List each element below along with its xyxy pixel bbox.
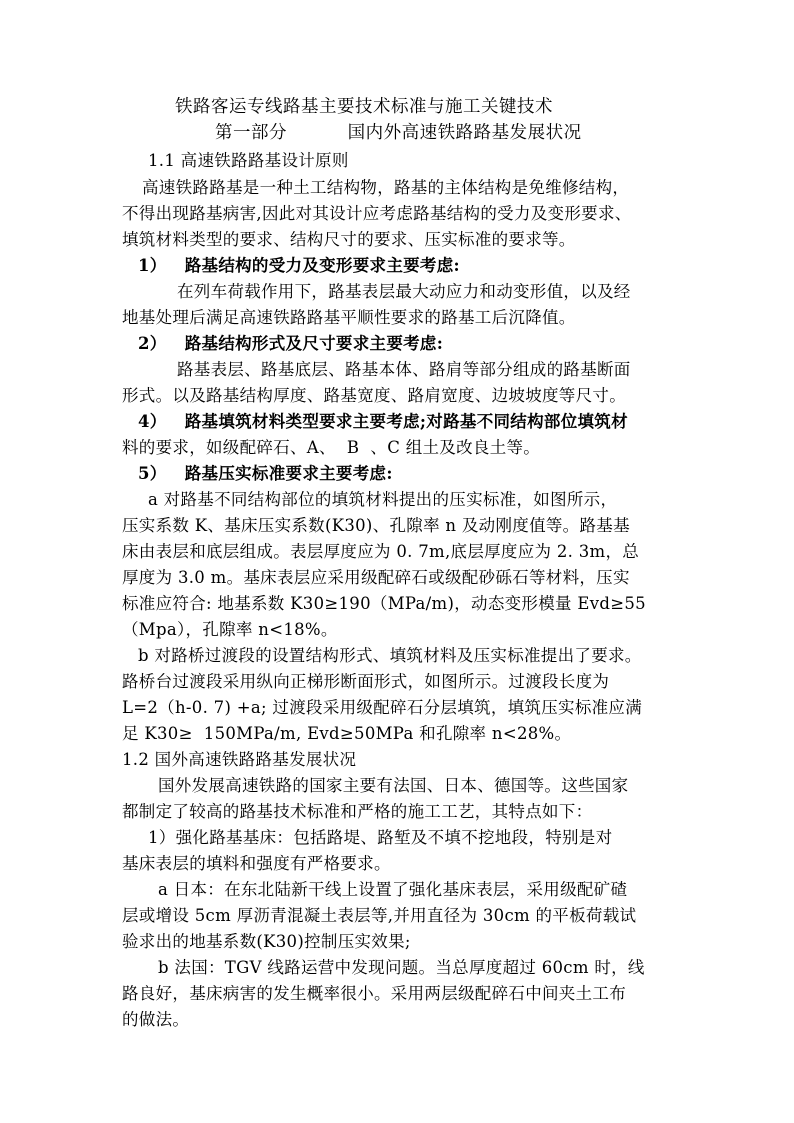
paragraph-line: b 法国：TGV 线路运营中发现问题。当总厚度超过 60cm 时，线 bbox=[158, 958, 645, 977]
paragraph-line: 足 K30≥ 150MPa/m, Evd≥50MPa 和孔隙率 n<28%。 bbox=[122, 724, 572, 743]
section-heading-1-2: 1.2 国外高速铁路路基发展状况 bbox=[122, 750, 357, 769]
paragraph-line: 基床表层的填料和强度有严格要求。 bbox=[122, 854, 391, 873]
list-item-heading: 5） 路基压实标准要求主要考虑: bbox=[138, 464, 393, 483]
paragraph-line: 1）强化路基基床：包括路堤、路堑及不填不挖地段，特别是对 bbox=[148, 828, 613, 847]
paragraph-line: 填筑材料类型的要求、结构尺寸的要求、压实标准的要求等。 bbox=[122, 230, 576, 249]
paragraph-line: 形式。以及路基结构厚度、路基宽度、路肩宽度、边坡坡度等尺寸。 bbox=[122, 386, 626, 405]
paragraph-line: a 日本：在东北陆新干线上设置了强化基床表层，采用级配矿碴 bbox=[158, 880, 628, 899]
paragraph-line: b 对路桥过渡段的设置结构形式、填筑材料及压实标准提出了要求。 bbox=[138, 646, 642, 665]
paragraph-line: （Mpa），孔隙率 n<18%。 bbox=[122, 620, 338, 639]
paragraph-line: 高速铁路路基是一种土工结构物，路基的主体结构是免维修结构， bbox=[142, 178, 630, 197]
paragraph-line: 标准应符合: 地基系数 K30≥190（MPa/m)，动态变形模量 Evd≥55 bbox=[122, 594, 646, 613]
paragraph-line: 层或增设 5cm 厚沥青混凝土表层等,并用直径为 30cm 的平板荷载试 bbox=[122, 906, 637, 925]
paragraph-line: 厚度为 3.0 m。基床表层应采用级配碎石或级配砂砾石等材料，压实 bbox=[122, 568, 630, 587]
paragraph-line: 地基处理后满足高速铁路路基平顺性要求的路基工后沉降值。 bbox=[122, 308, 576, 327]
paragraph-line: 验求出的地基系数(K30)控制压实效果; bbox=[122, 932, 411, 951]
list-item-heading: 4） 路基填筑材料类型要求主要考虑;对路基不同结构部位填筑材 bbox=[138, 412, 628, 431]
paragraph-line: 不得出现路基病害,因此对其设计应考虑路基结构的受力及变形要求、 bbox=[122, 204, 632, 223]
part-heading: 第一部分 国内外高速铁路路基发展状况 bbox=[215, 123, 582, 143]
paragraph-line: 路基表层、路基底层、路基本体、路肩等部分组成的路基断面 bbox=[177, 360, 631, 379]
list-item-heading: 2） 路基结构形式及尺寸要求主要考虑: bbox=[138, 334, 444, 353]
section-heading-1-1: 1.1 高速铁路路基设计原则 bbox=[148, 151, 349, 170]
paragraph-line: a 对路基不同结构部位的填筑材料提出的压实标准，如图所示， bbox=[148, 490, 618, 509]
document-title: 铁路客运专线路基主要技术标准与施工关键技术 bbox=[175, 97, 553, 117]
paragraph-line: 都制定了较高的路基技术标准和严格的施工工艺，其特点如下： bbox=[122, 802, 593, 821]
paragraph-line: 国外发展高速铁路的国家主要有法国、日本、德国等。这些国家 bbox=[158, 776, 629, 795]
paragraph-line: 路桥台过渡段采用纵向正梯形断面形式，如图所示。过渡段长度为 bbox=[122, 672, 610, 691]
paragraph-line: 压实系数 K、基床压实系数(K30)、孔隙率 n 及动刚度值等。路基基 bbox=[122, 516, 630, 535]
paragraph-line: 料的要求，如级配碎石、A、 B 、C 组土及改良土等。 bbox=[122, 438, 541, 457]
paragraph-line: 床由表层和底层组成。表层厚度应为 0. 7m,底层厚度应为 2. 3m，总 bbox=[122, 542, 640, 561]
paragraph-line: 路良好，基床病害的发生概率很小。采用两层级配碎石中间夹土工布 bbox=[122, 984, 626, 1003]
paragraph-line: L=2（h-0. 7) +a; 过渡段采用级配碎石分层填筑，填筑压实标准应满 bbox=[122, 698, 643, 717]
paragraph-line: 在列车荷载作用下，路基表层最大动应力和动变形值，以及经 bbox=[177, 282, 631, 301]
paragraph-line: 的做法。 bbox=[122, 1010, 190, 1029]
list-item-heading: 1） 路基结构的受力及变形要求主要考虑: bbox=[138, 256, 460, 275]
